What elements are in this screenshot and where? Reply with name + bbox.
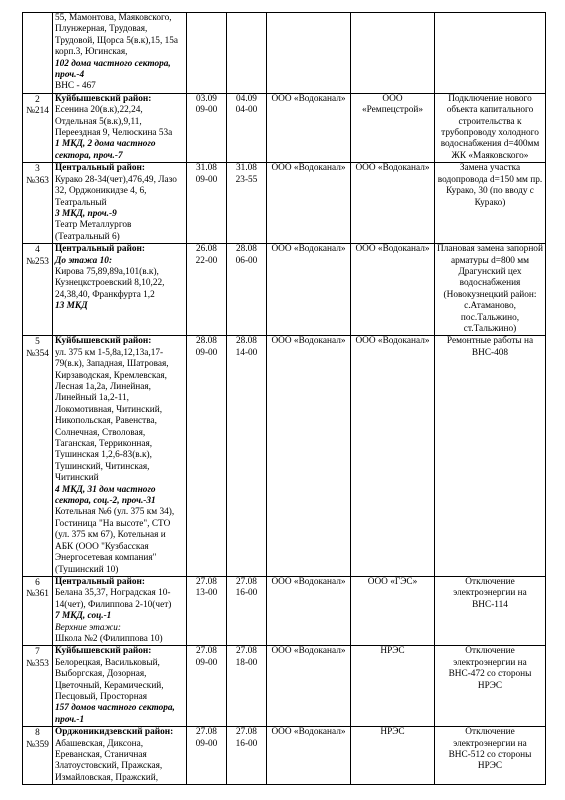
row-number: 8 — [35, 728, 40, 739]
street-list: Белана 35,37, Ноградская 10-14(чет), Филиппова 2-10(чет) — [55, 588, 172, 610]
end-cell — [227, 576, 267, 645]
responsible-org: ООО «Водоканал» — [271, 727, 346, 738]
street-list: Кирова 75,89,89а,101(в.к), Кузнецкстроевский 8,10,22, 24,38,40, Франкфурта 1,2 — [55, 266, 165, 300]
building-summary: 3 МКД, проч.-9 — [55, 208, 117, 219]
reason-cell — [435, 13, 546, 94]
request-id: №214 — [26, 106, 49, 117]
address-cell — [53, 646, 187, 727]
responsible-org: ООО «Водоканал» — [271, 163, 346, 174]
outage-schedule-page — [22, 12, 546, 785]
responsible-org-cell — [267, 646, 351, 727]
table-row — [23, 93, 546, 162]
contractor-cell — [351, 646, 435, 727]
responsible-org: ООО «Водоканал» — [271, 244, 346, 255]
address-subtitle: До этажа 10: — [55, 255, 113, 266]
responsible-org-cell — [267, 93, 351, 162]
reason-cell — [435, 727, 546, 785]
end-time: 04-00 — [235, 105, 258, 116]
end-date: 04.09 — [236, 93, 257, 104]
district-name: Центральный район: — [55, 576, 146, 587]
start-cell — [187, 336, 227, 577]
contractor: ООО «Водоканал» — [355, 336, 430, 347]
start-time: 13-00 — [195, 588, 218, 599]
start-cell — [187, 93, 227, 162]
end-cell — [227, 244, 267, 336]
end-date: 27.08 — [236, 646, 257, 657]
row-number-cell — [23, 727, 53, 785]
end-date: 28.08 — [236, 336, 257, 347]
district-name: Орджоникидзевский район: — [55, 727, 174, 738]
district-name: Центральный район: — [55, 244, 146, 255]
end-cell — [227, 727, 267, 785]
row-number-cell — [23, 646, 53, 727]
table-row — [23, 13, 546, 94]
outage-reason: Отключение электроэнергии на ВНС-512 со стороны НРЭС — [448, 727, 532, 772]
extra-objects: Театр Металлургов (Театральный 6) — [55, 220, 132, 242]
extra-objects: Котельная №6 (ул. 375 км 34), Гостиница "На высоте", СТО (ул. 375 км 67), Котельная и АБК (ООО "Кузбасская Энергосетевая компания" (Тушинский 10) — [55, 507, 175, 575]
request-id: №253 — [26, 256, 49, 267]
row-number: 2 — [35, 94, 40, 105]
request-id: №363 — [26, 175, 49, 186]
street-list: Есенина 20(в.к),22,24, Отдельная 5(в.к),9,11, Переездная 9, Челюскина 53а — [55, 105, 173, 139]
contractor: ООО «ГЭС» — [367, 576, 418, 587]
building-summary: 13 МКД — [55, 301, 88, 312]
address-cell — [53, 727, 187, 785]
start-date: 27.08 — [196, 727, 217, 738]
outage-reason: Ремонтные работы на ВНС-408 — [446, 336, 534, 358]
contractor-cell — [351, 576, 435, 645]
start-time: 09-00 — [195, 738, 218, 749]
table-row — [23, 244, 546, 336]
row-number-cell — [23, 93, 53, 162]
table-row — [23, 576, 546, 645]
address-cell — [53, 244, 187, 336]
outage-reason: Подключение нового объекта капитального строительства к трубопроводу холодного водоснабжения d=400мм ЖК «Маяковского» — [440, 93, 540, 161]
contractor-cell — [351, 93, 435, 162]
end-date: 28.08 — [236, 244, 257, 255]
start-time: 09-00 — [195, 657, 218, 668]
extra-label: Верхние этажи: — [55, 622, 121, 633]
end-date: 27.08 — [236, 727, 257, 738]
row-number-cell — [23, 244, 53, 336]
start-time: 09-00 — [195, 174, 218, 185]
reason-cell — [435, 244, 546, 336]
building-summary: 4 МКД, 31 дом частного сектора, соц.-2, проч.-31 — [55, 484, 156, 507]
street-list: Белорецкая, Васильковый, Выборгская, Дозорная, Цветочный, Керамический, Песцовый, Просторная — [55, 657, 164, 702]
table-row — [23, 336, 546, 577]
extra-objects: Школа №2 (Филиппова 10) — [55, 633, 163, 644]
reason-cell — [435, 576, 546, 645]
end-time: 18-00 — [235, 657, 258, 668]
building-summary: 157 домов частного сектора, проч.-1 — [55, 703, 175, 725]
responsible-org: ООО «Водоканал» — [271, 336, 346, 347]
end-cell — [227, 93, 267, 162]
responsible-org-cell — [267, 163, 351, 244]
reason-cell — [435, 163, 546, 244]
row-number: 7 — [35, 647, 40, 658]
request-id: №359 — [26, 739, 49, 750]
row-number: 4 — [35, 245, 40, 256]
row-number: 3 — [35, 164, 40, 175]
address-cell — [53, 13, 187, 94]
outage-reason: Плановая замена запорной арматуры d=800 мм Драгунский цех водоснабжения (Новокузнецкий район: с.Атаманово, пос.Тальжино, ст.Тальжино) — [437, 244, 543, 334]
contractor: ООО «Водоканал» — [355, 163, 430, 174]
start-cell — [187, 13, 227, 94]
building-summary: 102 дома частного сектора, проч.-4 — [55, 58, 171, 81]
end-cell — [227, 336, 267, 577]
row-number-cell — [23, 163, 53, 244]
start-date: 03.09 — [196, 93, 217, 104]
end-time: 16-00 — [235, 588, 258, 599]
start-date: 27.08 — [196, 646, 217, 657]
street-list: Абашевская, Диксона, Ереванская, Станичная Златоустовский, Пражская, Измайловская, Пражский, — [55, 738, 163, 783]
outage-reason: Отключение электроэнергии на ВНС-472 со стороны НРЭС — [448, 646, 532, 691]
contractor: НРЭС — [380, 727, 405, 738]
contractor-cell — [351, 336, 435, 577]
table-row — [23, 163, 546, 244]
request-id: №354 — [26, 348, 49, 359]
start-date: 31.08 — [196, 163, 217, 174]
responsible-org-cell — [267, 727, 351, 785]
district-name: Куйбышевский район: — [55, 336, 152, 347]
end-time: 14-00 — [235, 347, 258, 358]
street-list: 55, Мамонтова, Маяковского, Плунжерная, Трудовая, Трудовой, Щорса 5(в.к),15, 15а корп.3, Югинская, — [55, 13, 179, 58]
responsible-org: ООО «Водоканал» — [271, 93, 346, 104]
row-number: 6 — [35, 577, 40, 588]
district-name: Куйбышевский район: — [55, 646, 152, 657]
reason-cell — [435, 336, 546, 577]
address-cell — [53, 576, 187, 645]
responsible-org-cell — [267, 13, 351, 94]
contractor-cell — [351, 163, 435, 244]
start-cell — [187, 163, 227, 244]
request-id: №361 — [26, 589, 49, 600]
end-time: 23-55 — [235, 174, 258, 185]
address-cell — [53, 163, 187, 244]
extra-objects: ВНС - 467 — [55, 81, 96, 92]
outage-reason: Замена участка водопровода d=150 мм пр. Курако, 30 (по вводу с Курако) — [437, 163, 543, 208]
contractor: ООО «Ремпецстрой» — [361, 93, 423, 116]
responsible-org-cell — [267, 244, 351, 336]
responsible-org-cell — [267, 576, 351, 645]
contractor: НРЭС — [380, 646, 405, 657]
end-cell — [227, 163, 267, 244]
responsible-org: ООО «Водоканал» — [271, 576, 346, 587]
start-date: 28.08 — [196, 336, 217, 347]
start-cell — [187, 646, 227, 727]
end-time: 16-00 — [235, 738, 258, 749]
address-cell — [53, 93, 187, 162]
end-time: 06-00 — [235, 255, 258, 266]
start-cell — [187, 727, 227, 785]
building-summary: 7 МКД, соц.-1 — [55, 611, 112, 622]
start-time: 09-00 — [195, 347, 218, 358]
end-date: 31.08 — [236, 163, 257, 174]
contractor-cell — [351, 13, 435, 94]
building-summary: 1 МКД, 2 дома частного сектора, проч.-7 — [55, 139, 156, 161]
district-name: Центральный район: — [55, 163, 146, 174]
contractor-cell — [351, 244, 435, 336]
district-name: Куйбышевский район: — [55, 93, 152, 104]
reason-cell — [435, 93, 546, 162]
contractor-cell — [351, 727, 435, 785]
start-time: 22-00 — [195, 255, 218, 266]
start-date: 26.08 — [196, 244, 217, 255]
contractor: ООО «Водоканал» — [355, 244, 430, 255]
row-number: 5 — [35, 337, 40, 348]
request-id: №353 — [26, 658, 49, 669]
start-cell — [187, 244, 227, 336]
responsible-org-cell — [267, 336, 351, 577]
table-row — [23, 646, 546, 727]
outage-reason: Отключение электроэнергии на ВНС-114 — [453, 576, 527, 610]
table-row — [23, 727, 546, 785]
responsible-org: ООО «Водоканал» — [271, 646, 346, 657]
row-number-cell — [23, 13, 53, 94]
end-cell — [227, 13, 267, 94]
row-number-cell — [23, 336, 53, 577]
end-date: 27.08 — [236, 576, 257, 587]
end-cell — [227, 646, 267, 727]
reason-cell — [435, 646, 546, 727]
row-number-cell — [23, 576, 53, 645]
start-cell — [187, 576, 227, 645]
start-time: 09-00 — [195, 105, 218, 116]
outage-table-body — [23, 13, 546, 785]
street-list: ул. 375 км 1-5,8а,12,13а,17-79(в.к), Западная, Шатровая, Кирзаводская, Кремлевская, Лесная 1а,2а, Линейная, Линейный 1а,2-11, Локомотивная, Читинский, Никопольская, Равенства, Солнечная, Стволовая, Таганская, Терриконная, Тушинская 1,2,6-83(в.к), Тушинский, Читинская, Читинский — [55, 347, 169, 484]
address-cell — [53, 336, 187, 577]
outage-table — [22, 12, 546, 785]
street-list: Курако 28-34(чет),476,49, Лазо 32, Орджоникидзе 4, 6, Театральный — [55, 174, 177, 208]
start-date: 27.08 — [196, 576, 217, 587]
